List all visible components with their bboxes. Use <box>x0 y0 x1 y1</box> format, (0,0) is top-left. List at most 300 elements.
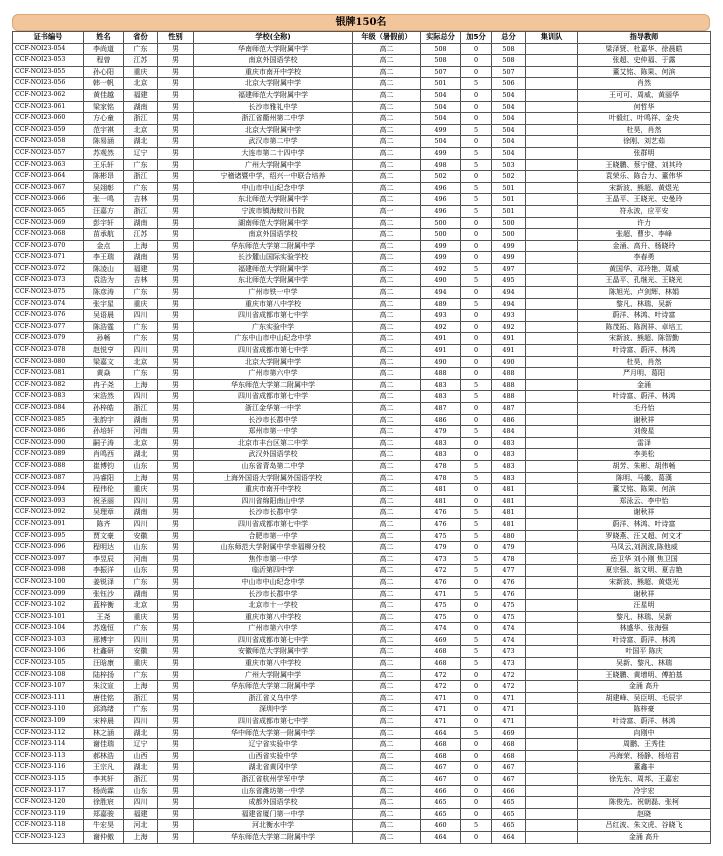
school-cell: 广州市第六中学 <box>194 368 353 380</box>
training-team-cell <box>526 101 578 113</box>
school-cell: 四川省成都市第七中学 <box>194 310 353 322</box>
cert-id-cell: CCF-NOI23-114 <box>13 739 84 751</box>
school-cell: 华东师范大学第二附属中学 <box>194 681 353 693</box>
school-cell: 华东师范大学第二附属中学 <box>194 379 353 391</box>
bonus-cell: 0 <box>461 356 492 368</box>
actual-score-cell: 473 <box>421 553 461 565</box>
name-cell: 孙心阳 <box>84 66 124 78</box>
teachers-cell: 王晓鹏、蔡宁健、刘其玲 <box>578 159 711 171</box>
grade-cell: 高二 <box>353 623 421 635</box>
table-row <box>13 287 711 299</box>
grade-cell: 高二 <box>353 739 421 751</box>
school-cell: 四川省绵阳南山中学 <box>194 495 353 507</box>
cert-id-cell: CCF-NOI23-060 <box>13 113 84 125</box>
table-row <box>13 275 711 287</box>
bonus-cell: 5 <box>461 530 492 542</box>
actual-score-cell: 504 <box>421 89 461 101</box>
bonus-cell: 5 <box>461 658 492 670</box>
school-cell: 宁稽诸暨中学，绍兴一中联合培养 <box>194 171 353 183</box>
teachers-cell: 陈梓豪 <box>578 704 711 716</box>
table-row <box>13 820 711 832</box>
table-row <box>13 78 711 90</box>
training-team-cell <box>526 182 578 194</box>
cert-id-cell: CCF-NOI23-091 <box>13 518 84 530</box>
teachers-cell: 梁泽贤、杜嘉华、徐晨皓 <box>578 43 711 55</box>
teachers-cell: 刘俊星 <box>578 426 711 438</box>
cert-id-cell: CCF-NOI23-111 <box>13 692 84 704</box>
actual-score-cell: 508 <box>421 55 461 67</box>
total-cell: 495 <box>492 275 526 287</box>
school-cell: 湖南师范大学附属中学 <box>194 217 353 229</box>
grade-cell: 高二 <box>353 669 421 681</box>
bonus-cell: 5 <box>461 298 492 310</box>
training-team-cell <box>526 658 578 670</box>
school-cell: 山东省潍坊第一中学 <box>194 785 353 797</box>
total-cell: 492 <box>492 321 526 333</box>
grade-cell: 高二 <box>353 611 421 623</box>
name-cell: 苏观然 <box>84 147 124 159</box>
name-cell: 吴语晨 <box>84 310 124 322</box>
training-team-cell <box>526 240 578 252</box>
school-cell: 浙江金华第一中学 <box>194 403 353 415</box>
grade-cell: 高二 <box>353 808 421 820</box>
gender-cell: 男 <box>158 414 194 426</box>
total-cell: 465 <box>492 808 526 820</box>
gender-cell: 男 <box>158 287 194 299</box>
table-row <box>13 646 711 658</box>
province-cell: 吉林 <box>124 275 158 287</box>
cert-id-cell: CCF-NOI23-110 <box>13 704 84 716</box>
cert-id-cell: CCF-NOI23-097 <box>13 553 84 565</box>
cert-id-cell: CCF-NOI23-071 <box>13 252 84 264</box>
bonus-cell: 0 <box>461 55 492 67</box>
training-team-cell <box>526 333 578 345</box>
gender-cell: 男 <box>158 542 194 554</box>
name-cell: 苏逸恒 <box>84 623 124 635</box>
school-cell: 南京外国语学校 <box>194 55 353 67</box>
cert-id-cell: CCF-NOI23-090 <box>13 437 84 449</box>
training-team-cell <box>526 646 578 658</box>
cert-id-cell: CCF-NOI23-119 <box>13 808 84 820</box>
table-row <box>13 831 711 843</box>
actual-score-cell: 499 <box>421 124 461 136</box>
training-team-cell <box>526 159 578 171</box>
grade-cell: 高二 <box>353 310 421 322</box>
gender-cell: 男 <box>158 403 194 415</box>
name-cell: 贾文豪 <box>84 530 124 542</box>
cert-id-cell: CCF-NOI23-075 <box>13 287 84 299</box>
table-row <box>13 217 711 229</box>
name-cell: 陈彦涛 <box>84 287 124 299</box>
actual-score-cell: 465 <box>421 808 461 820</box>
grade-cell: 高二 <box>353 484 421 496</box>
actual-score-cell: 483 <box>421 379 461 391</box>
cert-id-cell: CCF-NOI23-101 <box>13 611 84 623</box>
grade-cell: 高二 <box>353 831 421 843</box>
school-cell: 长沙市长郡中学 <box>194 507 353 519</box>
gender-cell: 男 <box>158 171 194 183</box>
bonus-cell: 0 <box>461 576 492 588</box>
province-cell: 上海 <box>124 379 158 391</box>
province-cell: 浙江 <box>124 171 158 183</box>
cert-id-cell: CCF-NOI23-094 <box>13 484 84 496</box>
grade-cell: 高二 <box>353 171 421 183</box>
teachers-cell: 宋新波、熊超、黄煜光 <box>578 182 711 194</box>
training-team-cell <box>526 820 578 832</box>
teachers-cell: 张群明 <box>578 147 711 159</box>
table-row <box>13 449 711 461</box>
province-cell: 广东 <box>124 669 158 681</box>
cert-id-cell: CCF-NOI23-102 <box>13 600 84 612</box>
school-cell: 广州大学附属中学 <box>194 669 353 681</box>
cert-id-cell: CCF-NOI23-109 <box>13 716 84 728</box>
province-cell: 广东 <box>124 368 158 380</box>
cert-id-cell: CCF-NOI23-116 <box>13 762 84 774</box>
cert-id-cell: CCF-NOI23-057 <box>13 147 84 159</box>
table-row <box>13 472 711 484</box>
teachers-cell: 谢秋祥 <box>578 507 711 519</box>
gender-cell: 男 <box>158 669 194 681</box>
cert-id-cell: CCF-NOI23-079 <box>13 333 84 345</box>
grade-cell: 高二 <box>353 43 421 55</box>
total-cell: 500 <box>492 217 526 229</box>
teachers-cell: 雷泽 <box>578 437 711 449</box>
name-cell: 郑嘉骏 <box>84 808 124 820</box>
teachers-cell: 王晶平、王晓光、史曼玲 <box>578 194 711 206</box>
actual-score-cell: 487 <box>421 403 461 415</box>
total-cell: 468 <box>492 750 526 762</box>
school-cell: 山东师范大学附属中学幸福柳分校 <box>194 542 353 554</box>
total-cell: 501 <box>492 205 526 217</box>
training-team-cell <box>526 449 578 461</box>
gender-cell: 男 <box>158 774 194 786</box>
province-cell: 四川 <box>124 310 158 322</box>
cert-id-cell: CCF-NOI23-083 <box>13 391 84 403</box>
gender-cell: 男 <box>158 623 194 635</box>
bonus-cell: 0 <box>461 171 492 183</box>
school-cell: 东北师范大学附属中学 <box>194 275 353 287</box>
gender-cell: 男 <box>158 437 194 449</box>
name-cell: 孙畅 <box>84 333 124 345</box>
actual-score-cell: 489 <box>421 298 461 310</box>
name-cell: 孙培轩 <box>84 426 124 438</box>
table-row <box>13 681 711 693</box>
bonus-cell: 0 <box>461 321 492 333</box>
gender-cell: 男 <box>158 449 194 461</box>
school-cell: 辽宁省实验中学 <box>194 739 353 751</box>
gender-cell: 男 <box>158 310 194 322</box>
training-team-cell <box>526 89 578 101</box>
actual-score-cell: 490 <box>421 356 461 368</box>
teachers-cell: 陈明、马畿、葛漢 <box>578 472 711 484</box>
gender-cell: 男 <box>158 194 194 206</box>
actual-score-cell: 498 <box>421 159 461 171</box>
training-team-cell <box>526 727 578 739</box>
grade-cell: 高二 <box>353 217 421 229</box>
province-cell: 北京 <box>124 78 158 90</box>
total-cell: 506 <box>492 78 526 90</box>
bonus-cell: 0 <box>461 495 492 507</box>
header-grade: 年级（暑假前） <box>353 32 421 44</box>
grade-cell: 高二 <box>353 414 421 426</box>
cert-id-cell: CCF-NOI23-080 <box>13 356 84 368</box>
gender-cell: 男 <box>158 646 194 658</box>
training-team-cell <box>526 437 578 449</box>
table-row <box>13 403 711 415</box>
grade-cell: 高二 <box>353 194 421 206</box>
teachers-cell: 徐刚、刘艺茹 <box>578 136 711 148</box>
actual-score-cell: 479 <box>421 426 461 438</box>
total-cell: 491 <box>492 345 526 357</box>
total-cell: 491 <box>492 333 526 345</box>
name-cell: 杜鑫研 <box>84 646 124 658</box>
table-row <box>13 808 711 820</box>
school-cell: 广东中山市中山纪念中学 <box>194 333 353 345</box>
training-team-cell <box>526 808 578 820</box>
table-row <box>13 518 711 530</box>
actual-score-cell: 467 <box>421 774 461 786</box>
school-cell: 成都外国语学校 <box>194 797 353 809</box>
teachers-cell: 蔚洋、林鸿、叶诗富 <box>578 310 711 322</box>
cert-id-cell: CCF-NOI23-053 <box>13 55 84 67</box>
teachers-cell: 董艾铭、陈果、何滨 <box>578 66 711 78</box>
total-cell: 500 <box>492 229 526 241</box>
total-cell: 508 <box>492 55 526 67</box>
gender-cell: 男 <box>158 345 194 357</box>
table-row <box>13 171 711 183</box>
table-row <box>13 797 711 809</box>
gender-cell: 男 <box>158 136 194 148</box>
name-cell: 陈浩霆 <box>84 321 124 333</box>
actual-score-cell: 460 <box>421 820 461 832</box>
table-row <box>13 298 711 310</box>
total-cell: 504 <box>492 89 526 101</box>
cert-id-cell: CCF-NOI23-113 <box>13 750 84 762</box>
teachers-cell: 何哲华 <box>578 101 711 113</box>
province-cell: 湖南 <box>124 101 158 113</box>
total-cell: 479 <box>492 542 526 554</box>
training-team-cell <box>526 600 578 612</box>
actual-score-cell: 502 <box>421 171 461 183</box>
school-cell: 河北衡水中学 <box>194 820 353 832</box>
school-cell: 宁波市镇海蛟川书院 <box>194 205 353 217</box>
actual-score-cell: 504 <box>421 101 461 113</box>
cert-id-cell: CCF-NOI23-055 <box>13 66 84 78</box>
name-cell: 祝圣丽 <box>84 495 124 507</box>
grade-cell: 高二 <box>353 495 421 507</box>
name-cell: 徐胜宸 <box>84 797 124 809</box>
school-cell: 郑州市第一中学 <box>194 426 353 438</box>
province-cell: 湖南 <box>124 507 158 519</box>
gender-cell: 男 <box>158 298 194 310</box>
name-cell: 陈彬昂 <box>84 171 124 183</box>
teachers-cell: 毛丹怡 <box>578 403 711 415</box>
cert-id-cell: CCF-NOI23-059 <box>13 124 84 136</box>
gender-cell: 男 <box>158 658 194 670</box>
table-row <box>13 576 711 588</box>
bonus-cell: 5 <box>461 507 492 519</box>
gender-cell: 男 <box>158 66 194 78</box>
bonus-cell: 5 <box>461 460 492 472</box>
grade-cell: 高二 <box>353 588 421 600</box>
cert-id-cell: CCF-NOI23-086 <box>13 426 84 438</box>
grade-cell: 高二 <box>353 716 421 728</box>
grade-cell: 高二 <box>353 78 421 90</box>
cert-id-cell: CCF-NOI23-066 <box>13 194 84 206</box>
table-row <box>13 182 711 194</box>
name-cell: 张一鸣 <box>84 194 124 206</box>
actual-score-cell: 504 <box>421 113 461 125</box>
province-cell: 福建 <box>124 89 158 101</box>
cert-id-cell: CCF-NOI23-067 <box>13 182 84 194</box>
training-team-cell <box>526 553 578 565</box>
grade-cell: 高二 <box>353 298 421 310</box>
table-row <box>13 565 711 577</box>
teachers-cell: 王晓鹏、黄增明、傅拍基 <box>578 669 711 681</box>
gender-cell: 男 <box>158 333 194 345</box>
total-cell: 501 <box>492 182 526 194</box>
total-cell: 473 <box>492 646 526 658</box>
province-cell: 重庆 <box>124 484 158 496</box>
table-row <box>13 113 711 125</box>
teachers-cell: 向刚中 <box>578 727 711 739</box>
training-team-cell <box>526 368 578 380</box>
school-cell: 四川省成都市第七中学 <box>194 345 353 357</box>
teachers-cell: 符永波，应平安 <box>578 205 711 217</box>
gender-cell: 男 <box>158 472 194 484</box>
province-cell: 江苏 <box>124 55 158 67</box>
grade-cell: 高二 <box>353 159 421 171</box>
bonus-cell: 5 <box>461 147 492 159</box>
rankings-sheet <box>12 14 710 844</box>
province-cell: 山东 <box>124 460 158 472</box>
cert-id-cell: CCF-NOI23-087 <box>13 472 84 484</box>
table-row <box>13 194 711 206</box>
training-team-cell <box>526 518 578 530</box>
school-cell: 合肥市第一中学 <box>194 530 353 542</box>
province-cell: 上海 <box>124 240 158 252</box>
total-cell: 494 <box>492 298 526 310</box>
training-team-cell <box>526 762 578 774</box>
training-team-cell <box>526 205 578 217</box>
table-row <box>13 345 711 357</box>
training-team-cell <box>526 623 578 635</box>
grade-cell: 高二 <box>353 379 421 391</box>
total-cell: 471 <box>492 716 526 728</box>
teachers-cell: 陈茂拓、陈润祥、卓培工 <box>578 321 711 333</box>
cert-id-cell: CCF-NOI23-058 <box>13 136 84 148</box>
name-cell: 牛宏昊 <box>84 820 124 832</box>
table-row <box>13 692 711 704</box>
bonus-cell: 0 <box>461 217 492 229</box>
grade-cell: 高二 <box>353 124 421 136</box>
cert-id-cell: CCF-NOI23-085 <box>13 414 84 426</box>
teachers-cell: 罗晓燕、汪又超、何文才 <box>578 530 711 542</box>
table-row <box>13 774 711 786</box>
actual-score-cell: 481 <box>421 484 461 496</box>
name-cell: 林之涵 <box>84 727 124 739</box>
gender-cell: 男 <box>158 530 194 542</box>
total-cell: 508 <box>492 43 526 55</box>
school-cell: 广州大学附属中学 <box>194 159 353 171</box>
name-cell: 金点 <box>84 240 124 252</box>
province-cell: 山东 <box>124 785 158 797</box>
total-cell: 476 <box>492 576 526 588</box>
province-cell: 浙江 <box>124 113 158 125</box>
cert-id-cell: CCF-NOI23-082 <box>13 379 84 391</box>
total-cell: 477 <box>492 565 526 577</box>
training-team-cell <box>526 426 578 438</box>
actual-score-cell: 493 <box>421 310 461 322</box>
province-cell: 山东 <box>124 565 158 577</box>
cert-id-cell: CCF-NOI23-115 <box>13 774 84 786</box>
actual-score-cell: 499 <box>421 252 461 264</box>
school-cell: 上海外国语大学附属外国语学校 <box>194 472 353 484</box>
school-cell: 四川省成都市第七中学 <box>194 391 353 403</box>
school-cell: 安徽师范大学附属中学 <box>194 646 353 658</box>
province-cell: 上海 <box>124 472 158 484</box>
gender-cell: 男 <box>158 727 194 739</box>
gender-cell: 男 <box>158 553 194 565</box>
school-cell: 长沙市长郡中学 <box>194 414 353 426</box>
total-cell: 480 <box>492 530 526 542</box>
teachers-cell: 杜昊，肖然 <box>578 124 711 136</box>
table-row <box>13 124 711 136</box>
name-cell: 范宇祺 <box>84 124 124 136</box>
gender-cell: 男 <box>158 762 194 774</box>
name-cell: 韩一帆 <box>84 78 124 90</box>
actual-score-cell: 476 <box>421 518 461 530</box>
training-team-cell <box>526 113 578 125</box>
school-cell: 重庆市南开中学校 <box>194 66 353 78</box>
cert-id-cell: CCF-NOI23-105 <box>13 658 84 670</box>
grade-cell: 高二 <box>353 426 421 438</box>
province-cell: 浙江 <box>124 205 158 217</box>
gender-cell: 男 <box>158 634 194 646</box>
bonus-cell: 5 <box>461 518 492 530</box>
teachers-cell: 宋新波、熊超、陈智勤 <box>578 333 711 345</box>
teachers-cell: 董艾铭、陈果、何滨 <box>578 484 711 496</box>
teachers-cell: 许力 <box>578 217 711 229</box>
grade-cell: 高一 <box>353 205 421 217</box>
province-cell: 四川 <box>124 716 158 728</box>
cert-id-cell: CCF-NOI23-092 <box>13 507 84 519</box>
teachers-cell: 严月明、葛阳 <box>578 368 711 380</box>
grade-cell: 高二 <box>353 287 421 299</box>
name-cell: 赵悦亨 <box>84 345 124 357</box>
name-cell: 陈易涵 <box>84 136 124 148</box>
training-team-cell <box>526 403 578 415</box>
grade-cell: 高二 <box>353 136 421 148</box>
grade-cell: 高二 <box>353 542 421 554</box>
name-cell: 张宇星 <box>84 298 124 310</box>
cert-id-cell: CCF-NOI23-062 <box>13 89 84 101</box>
total-cell: 493 <box>492 310 526 322</box>
name-cell: 郝林浩 <box>84 750 124 762</box>
cert-id-cell: CCF-NOI23-084 <box>13 403 84 415</box>
bonus-cell: 0 <box>461 101 492 113</box>
training-team-cell <box>526 310 578 322</box>
teachers-cell: 李春勇 <box>578 252 711 264</box>
total-cell: 465 <box>492 797 526 809</box>
teachers-cell: 吕红波、朱文虎、谷晓飞 <box>578 820 711 832</box>
teachers-cell: 陈旭光、卢剑辉、林娟 <box>578 287 711 299</box>
name-cell: 程伟伦 <box>84 484 124 496</box>
actual-score-cell: 500 <box>421 229 461 241</box>
total-cell: 503 <box>492 159 526 171</box>
gender-cell: 男 <box>158 600 194 612</box>
actual-score-cell: 468 <box>421 658 461 670</box>
